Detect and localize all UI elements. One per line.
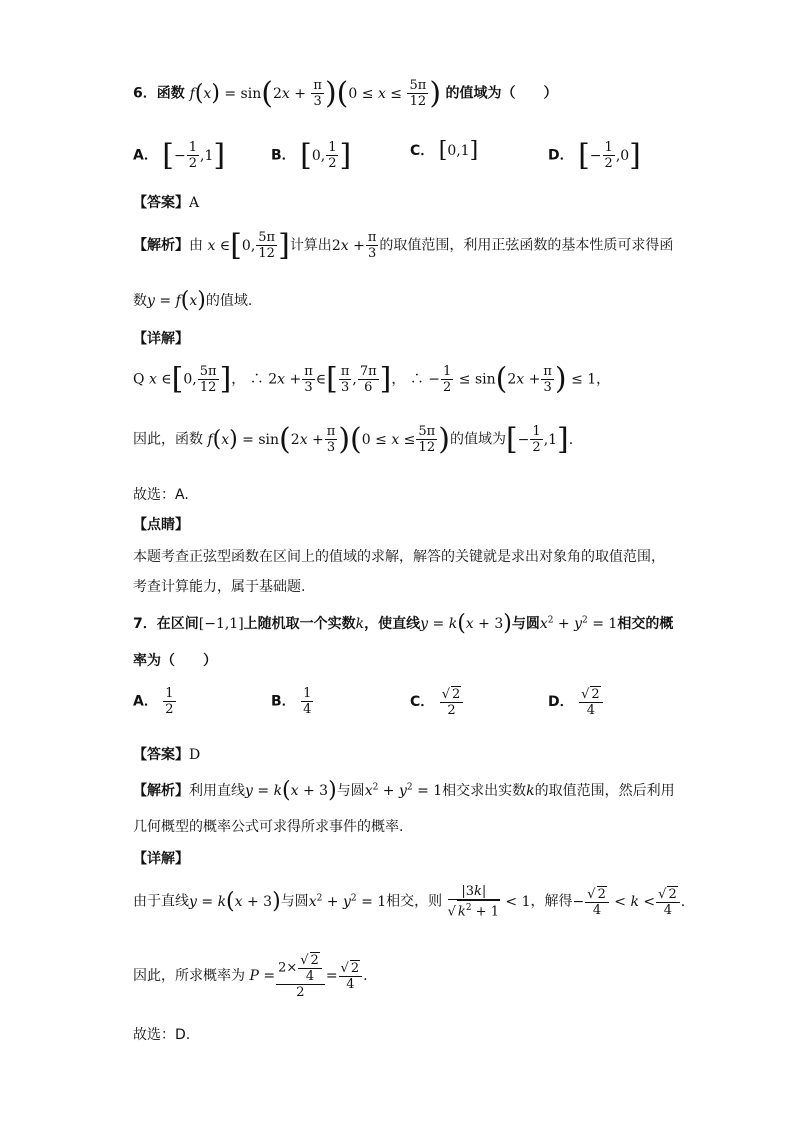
q6-comment-line-1: 本题考查正弦型函数在区间上的值域的求解，解答的关键就是求出对象角的取值范围， [133, 549, 665, 565]
detail-line: y = k(x + 3) [189, 888, 281, 914]
answer-tag: 【答案】 [133, 747, 189, 763]
answer-value: D [189, 747, 201, 763]
q7-option-a-value: $\frac{1}{2}$ [165, 686, 174, 717]
analysis-text: 相交求出实数 [442, 783, 527, 799]
analysis-text: 的取值范围，然后利用 [534, 783, 675, 799]
q6-option-a-value: [− $\frac{1}{2}$ ,1] [162, 137, 226, 173]
q7-option-d-value: $\frac{√ 2}{4}$ [578, 694, 604, 710]
analysis-text: 的值域. [205, 293, 253, 309]
detail-text: ，解得 [530, 893, 573, 910]
analysis-tag: 【解析】 [133, 237, 189, 254]
q6-analysis-line-1 [133, 227, 674, 263]
q7-detail-line [133, 884, 685, 919]
q7-probability [133, 952, 368, 1000]
q6-option-c-value: [0,1] [438, 138, 479, 163]
q7-option-b-value: $\frac{1}{4}$ [303, 686, 312, 717]
q6-option-b-value: [0, $\frac{1}{2}$ ] [300, 137, 352, 173]
q7-option-a-label: A． [133, 693, 158, 710]
analysis-text: 计算出 [289, 237, 332, 254]
q6-option-c-label: C． [410, 143, 435, 159]
analysis-text: 由 [189, 237, 203, 254]
analysis-line: y = k(x + 3) [245, 778, 337, 803]
q6-option-d [548, 137, 641, 173]
q6-conclusion [133, 421, 574, 457]
analysis-text: 与圆 [336, 783, 365, 799]
q7-detail-tag: 【详解】 [133, 851, 189, 867]
q6-detail-line: Q x ∈[0, $\frac{5\pi}{12}$ ]， ∴ 2x + $\frac{\pi}{3}$ ∈[ $\frac{\pi}{3}$ , $\frac{7\pi}{6}$ ]， ∴ − $\frac{1}{2}$ ≤ sin(2x + $\frac{\pi}{3}$ ) ≤ 1， [133, 361, 611, 397]
q6-option-d-value: [− $\frac{1}{2}$ ,0] [578, 137, 641, 173]
conclusion-range: [− $\frac{1}{2}$ ,1]. [505, 421, 574, 457]
q7-option-d [548, 686, 604, 718]
probability-formula: P = 2× $\frac{√ 2}{4}$ 2 = $\frac{√ 2}{4}$ . [249, 953, 368, 1000]
q7-stem-text: 与圆 [511, 616, 540, 632]
detail-k-range: − $\frac{√ 2}{4}$ < k < $\frac{√ 2}{4}$ . [572, 886, 686, 918]
q7-stem-text: 上随机取一个实数 [243, 616, 356, 632]
probability-text: 因此，所求概率为 [133, 968, 245, 984]
q7-option-c [410, 686, 464, 718]
q7-analysis-line-1 [133, 780, 675, 802]
q6-option-a-label: A． [133, 147, 158, 164]
q7-circle: $x^2 + y^2 = 1$ [539, 615, 618, 632]
q7-analysis-line-2: 几何概型的概率公式可求得所求事件的概率. [133, 819, 404, 835]
q6-option-c [410, 140, 478, 162]
q7-option-b-label: B． [271, 693, 296, 710]
q6-stem-suffix: 的值域为（ ） [445, 85, 558, 102]
q7-line: y = k(x + 3) [420, 611, 512, 636]
q7-stem-line-1 [133, 613, 673, 635]
detail-circle: $x^2 + y^2 = 1$ [308, 893, 387, 910]
q6-stem [133, 75, 558, 111]
q6-stem-formula: f(x) = sin(2x + $\frac{\pi}{3}$ )(0 ≤ x ≤ $\frac{5\pi}{12}$ ) [189, 75, 442, 111]
analysis-circle: $x^2 + y^2 = 1$ [364, 782, 443, 799]
q7-stem-text: ，使直线 [364, 616, 421, 632]
conclusion-text: 因此，函数 [133, 431, 203, 448]
detail-text: 与圆 [280, 893, 309, 910]
analysis-text: 数 [133, 293, 147, 309]
q7-stem-text: 相交的概 [617, 616, 674, 632]
q7-interval: [−1,1] [198, 616, 244, 632]
q7-option-c-label: C． [410, 694, 435, 710]
q6-detail-tag: 【详解】 [133, 331, 189, 347]
analysis-text: 利用直线 [189, 783, 245, 799]
q7-stem-line-2: 率为（ ） [133, 653, 217, 669]
q7-choose: 故选：D. [133, 1027, 191, 1043]
conclusion-formula: f(x) = sin(2x + $\frac{\pi}{3}$ )(0 ≤ x ≤ $\frac{5\pi}{12}$ ) [207, 421, 450, 457]
q6-option-b-label: B． [271, 147, 296, 164]
q6-option-a [133, 137, 226, 173]
analysis-formula-arg: 2x + $\frac{\pi}{3}$ [331, 230, 377, 261]
q6-stem-prefix: 6．函数 [133, 85, 185, 102]
q7-answer [133, 744, 200, 764]
q6-analysis-line-2 [133, 290, 252, 312]
analysis-k: k [526, 783, 535, 799]
analysis-text: 的取值范围，利用正弦函数的基本性质可求得函 [379, 237, 674, 254]
q6-comment-line-2: 考查计算能力，属于基础题. [133, 579, 306, 595]
q7-stem-text: 7．在区间 [133, 616, 199, 632]
q7-k: k [355, 616, 365, 632]
detail-distance: $\frac{|3k|}{√ k^2 + 1}$ < 1 [447, 884, 531, 920]
detail-text: 相交，则 [386, 893, 443, 910]
analysis-formula-fn: y = f(x) [147, 288, 206, 313]
analysis-formula-domain: x ∈[0, $\frac{5\pi}{12}$ ] [207, 227, 290, 263]
answer-tag: 【答案】 [133, 195, 189, 211]
q7-option-b [271, 686, 314, 717]
q7-option-d-label: D． [548, 694, 574, 710]
detail-text: 由于直线 [133, 893, 189, 910]
q6-answer [133, 192, 199, 212]
q6-comment-tag: 【点睛】 [133, 517, 189, 533]
conclusion-text: 的值域为 [449, 431, 506, 448]
q6-option-d-label: D． [548, 147, 574, 164]
q7-option-c-value: $\frac{√ 2}{2}$ [439, 694, 465, 710]
q6-option-b [271, 137, 352, 173]
q6-choose: 故选：A. [133, 487, 189, 503]
analysis-tag: 【解析】 [133, 783, 189, 799]
answer-value: A [189, 195, 200, 211]
q7-option-a [133, 686, 177, 717]
